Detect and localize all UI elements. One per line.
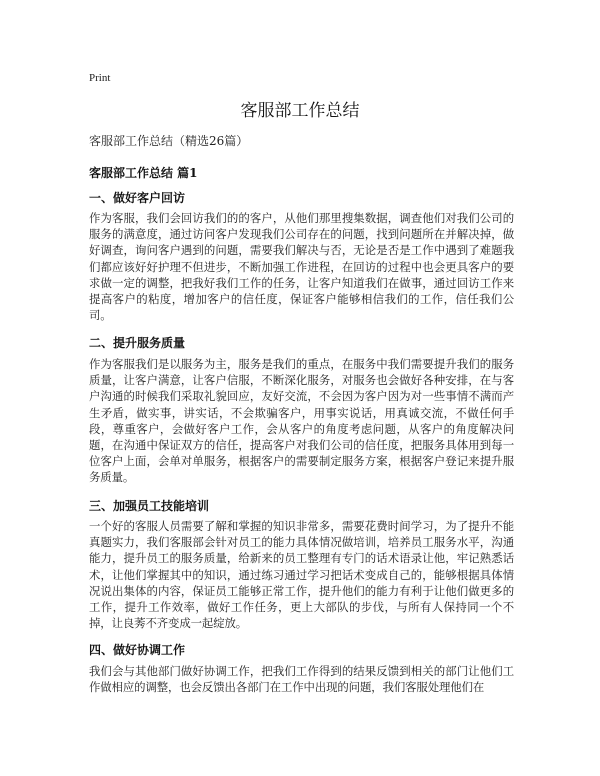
section-body-1: 作为客服，我们会回访我们的的客户，从他们那里搜集数据，调查他们对我们公司的服务的满意度，通过访问客户发现我们公司存在的问题，找到问题所在并解决掉，做好调查，询问客户遇到的问题，需要我们解决与否，无论是否是工作中遇到了难题我们都应该好好护理不但进步，不断加强工作进程，在回访的过程中也会更具客户的要求做一定的调整，把我好我们工作的任务，让客户知道我们在做事，通过回访工作来提高客户的粘度，增加客户的信任度，保证客户能够相信我们的工作，信任我们公司。: [89, 211, 514, 323]
section-body-4: 我们会与其他部门做好协调工作，把我们工作得到的结果反馈到相关的部门让他们工作做相应的调整，也会反馈出各部门在工作中出现的问题，我们客服处理他们在: [89, 664, 514, 695]
document-title: 客服部工作总结: [240, 101, 360, 121]
document-subtitle: 客服部工作总结（精选26篇）: [89, 134, 249, 148]
section-heading-2: 二、提升服务质量: [89, 336, 186, 350]
chapter-title: 客服部工作总结 篇1: [89, 166, 198, 180]
print-label: Print: [89, 72, 111, 84]
section-body-2: 作为客服我们是以服务为主，服务是我们的重点，在服务中我们需要提升我们的服务质量，让客户满意，让客户信服，不断深化服务，对服务也会做好各种安排，在与客户沟通的时候我们采取礼貌回应，友好交流，不会因为客户因为对一些事情不满而产生矛盾，做实事，讲实话，不会欺骗客户，用事实说话，用真诚交流，不做任何手段，尊重客户，会做好客户工作，会从客户的角度考虑问题，从客户的角度解决问题，在沟通中保证双方的信任，提高客户对我们公司的信任度，把服务具体用到每一位客户上面，会单对单服务，根据客户的需要制定服务方案，根据客户登记来提升服务质量。: [89, 357, 514, 485]
section-heading-1: 一、做好客户回访: [89, 191, 186, 205]
section-heading-4: 四、做好协调工作: [89, 643, 186, 657]
section-body-3: 一个好的客服人员需要了解和掌握的知识非常多，需要花费时间学习，为了提升不能真题实力，我们客服部会针对员工的能力具体情况做培训，培养员工服务水平，沟通能力，提升员工的服务质量，给新来的员工整理有专门的话术语录让他，牢记熟悉话术，让他们掌握其中的知识，通过练习通过学习把话术变成自己的，能够根据具体情况说出集体的内容，保证员工能够正常工作，提升他们的能力有利于让他们做更多的工作，提升工作效率，做好工作任务，更上大部队的步伐，与所有人保持同一个不掉，让良莠不齐变成一起绽放。: [89, 519, 514, 631]
section-heading-3: 三、加强员工技能培训: [89, 499, 210, 513]
